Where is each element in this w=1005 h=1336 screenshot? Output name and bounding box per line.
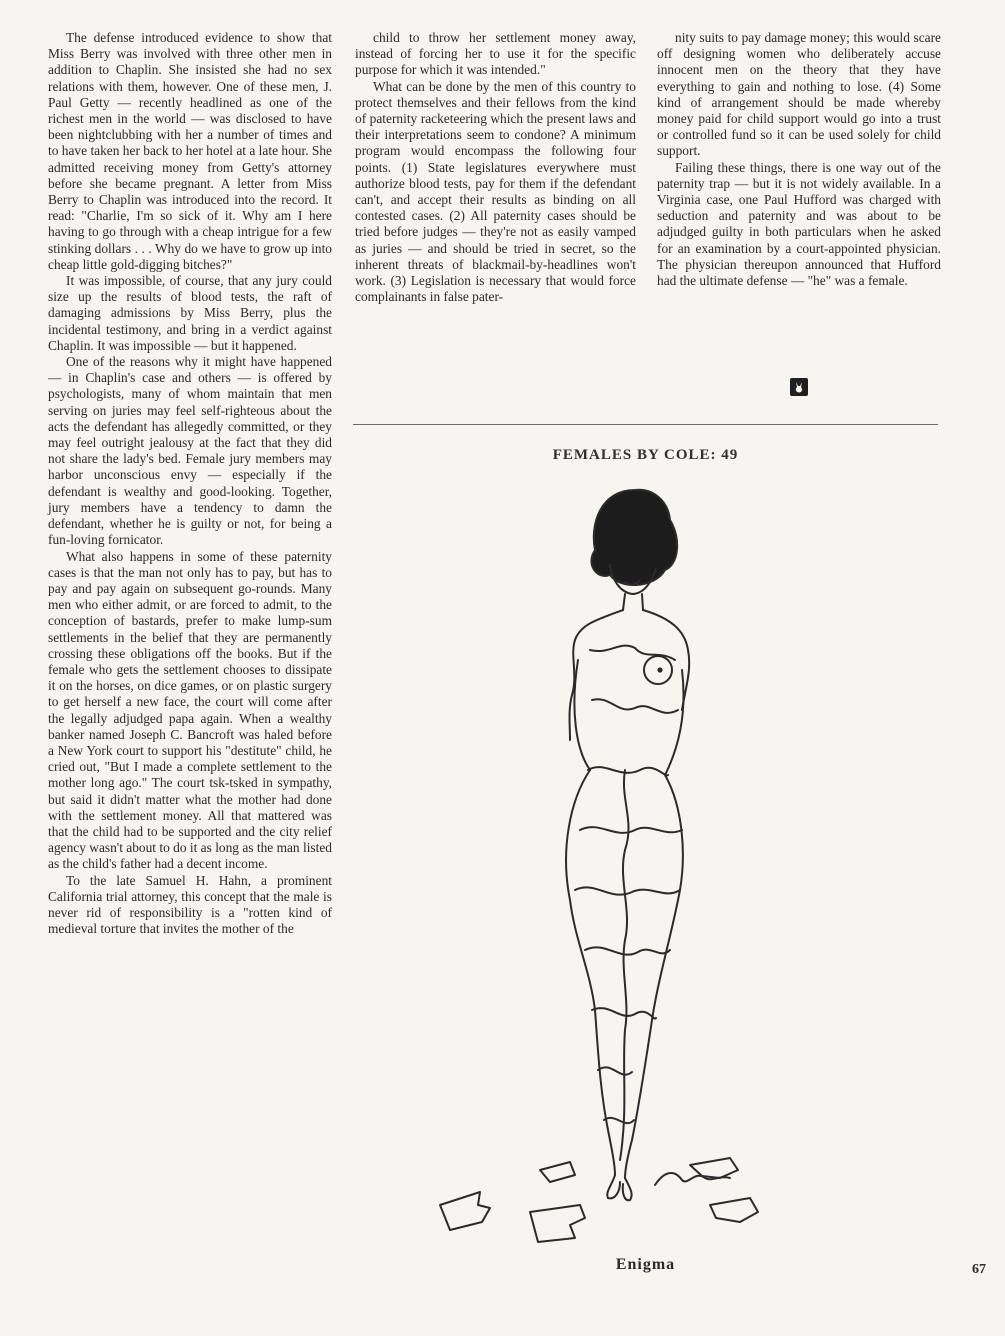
- paragraph: It was impossible, of course, that any jury could size up the results of blood tests, the raft of damaging admissions by Miss Berry, plus the incidental testimony, and bring in a verdict against Chaplin. It was impossible — but it happened.: [48, 273, 332, 353]
- paragraph: The defense introduced evidence to show that Miss Berry was involved with three other men in addition to Chaplin. She insisted she had no sex relations with them, however. One of these men, J. Paul Getty — recently headlined as one of the richest men in the world — was disclosed to have been nightclubbing with her a number of times and to have taken her back to her hotel at a late hour. She admitted receiving money from Getty's attorney before she became pregnant. A letter from Miss Berry to Chaplin was introduced into the record. It read: "Charlie, I'm so sick of it. Why am I here having to go through with a cheap intrigue for a few stinking dollars . . . Why do we have to grow up into cheap little gold-digging bitches?": [48, 30, 332, 272]
- paragraph: nity suits to pay damage money; this would scare off designing women who deliberately accuse innocent men on the theory that they have everything to gain and nothing to lose. (4) Some kind of arrangement should be made whereby money paid for child support would go into a trust or controlled fund so it can be used solely for child support.: [657, 30, 941, 159]
- end-mark-icon: [790, 378, 808, 396]
- cartoon-caption: Enigma: [615, 1256, 676, 1273]
- article-column-2: [355, 30, 636, 305]
- cartoon-illustration: [420, 470, 860, 1254]
- page-number: 67: [972, 1262, 986, 1277]
- article-column-3: [657, 30, 941, 289]
- paragraph: One of the reasons why it might have happened — in Chaplin's case and others — is offered by psychologists, many of whom maintain that men serving on juries may feel self-righteous about the acts the defendant has allegedly committed, or they may feel outright jealousy at the fact that they did not share the lady's bed. Female jury members may harbor unconscious envy — especially if the defendant is wealthy and good-looking. Together, jury members have a tendency to damn the defendant, whether he is guilty or not, for being a fun-loving fornicator.: [48, 354, 332, 548]
- article-column-1: [48, 30, 332, 937]
- paragraph: child to throw her settlement money away, instead of forcing her to use it for the specific purpose for which it was intended.": [355, 30, 636, 78]
- paragraph: Failing these things, there is one way out of the paternity trap — but it is not widely available. In a Virginia case, one Paul Hufford was charged with seduction and paternity and was about to be adjudged guilty in both particulars when he asked for an examination by a court-appointed physician. The physician thereupon announced that Hufford had the ultimate defense — "he" was a female.: [657, 159, 941, 289]
- paragraph: To the late Samuel H. Hahn, a prominent California trial attorney, this concept that the male is never rid of responsibility is a "rotten kind of medieval torture that invites the mother of the: [48, 872, 332, 937]
- cartoon-title: FEMALES BY COLE: 49: [552, 447, 739, 463]
- section-divider: [353, 424, 938, 425]
- paragraph: What can be done by the men of this country to protect themselves and their fellows from the kind of paternity racketeering which the present laws and their interpretations seem to condone? A minimum program would encompass the following four points. (1) State legislatures everywhere must authorize blood tests, pay for them if the defendant can't, and accept their results as binding on all contested cases. (2) All paternity cases should be tried before judges — they're not as easily vamped as juries — and should be tried in secret, so the inherent threats of blackmail-by-headlines won't work. (3) Legislation is necessary that would force complainants in false pater-: [355, 78, 636, 305]
- paragraph: What also happens in some of these paternity cases is that the man not only has to pay, but has to pay and pay again on subsequent go-rounds. Many men who either admit, or are forced to admit, to the conception of bastards, prefer to make lump-sum settlements in the belief that they are permanently crossing these obligations off the books. But if the female who gets the settlement chooses to dissipate it on the horses, on dice games, or on plastic surgery to get herself a new face, the court will come after the legally adjudged papa again. When a wealthy banker named Joseph C. Bancroft was haled before a New York court to support his "destitute" child, he cried out, "But I made a complete settlement to the mother long ago." The court tsk-tsked in sympathy, but said it didn't matter what the mother had done with the settlement money. All that mattered was that the child had to be supported and the city relief agency wasn't about to do it as long as the man listed as the child's father had a decent income.: [48, 548, 332, 872]
